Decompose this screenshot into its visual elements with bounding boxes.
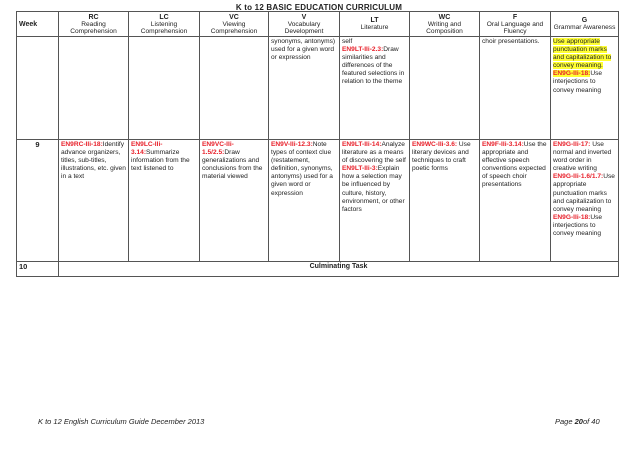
document-title: K to 12 BASIC EDUCATION CURRICULUM bbox=[235, 3, 403, 12]
carry-week-cell bbox=[17, 37, 59, 140]
g-header bbox=[551, 12, 619, 37]
week9-v-text: Note types of context clue (restatement, definition, synonyms, antonyms) used for a given word or expression bbox=[271, 141, 333, 197]
f-header bbox=[480, 12, 551, 37]
page-current: 20 bbox=[574, 417, 583, 426]
week9-lt-text2: Explain how a selection may be influenced by culture, history, environment, or other factors bbox=[342, 165, 405, 213]
f-name: Oral Language and Fluency bbox=[486, 20, 544, 35]
week9-lc-text: Summarize information from the text listened to bbox=[131, 149, 190, 173]
week9-f-cell bbox=[480, 140, 551, 262]
week9-f-code: EN9F-IIi-3.14: bbox=[482, 141, 524, 148]
footer-page-number bbox=[555, 417, 600, 426]
carry-g-cell bbox=[551, 37, 619, 140]
carry-vc-cell bbox=[200, 37, 269, 140]
lc-name: Listening Comprehension bbox=[140, 20, 188, 35]
week9-g-text3: Use interjections to convey meaning bbox=[553, 213, 603, 238]
week9-wc-text: Use literary devices and techniques to craft poetic forms bbox=[412, 141, 471, 173]
week9-rc-cell bbox=[59, 140, 129, 262]
week9-vc-code: EN9VC-IIi-1.5/2.5: bbox=[202, 141, 234, 157]
week9-f-text: Use the appropriate and effective speech conventions expected of speech choir presentations bbox=[482, 141, 547, 189]
v-name: Vocabulary Development bbox=[284, 20, 324, 35]
week9-wc-code: EN9WC-IIi-3.6: bbox=[412, 141, 458, 148]
week9-lt-code1: EN9LT-IIi-14: bbox=[342, 141, 382, 148]
carry-over-row bbox=[17, 37, 619, 140]
wc-header bbox=[410, 12, 480, 37]
rc-name: Reading Comprehension bbox=[70, 20, 117, 35]
v-code: V bbox=[301, 13, 307, 21]
week-header: Week bbox=[17, 12, 59, 37]
lc-header bbox=[129, 12, 200, 37]
carry-f-cell bbox=[480, 37, 551, 140]
carry-g-highlight: Use appropriate punctuation marks and capitalization to convey meaning. bbox=[553, 38, 612, 70]
week10-row bbox=[17, 262, 619, 277]
v-header bbox=[269, 12, 340, 37]
g-name: Grammar Awareness bbox=[553, 24, 616, 31]
carry-lt-text2: Draw similarities and differences of the featured selections in relation to the theme bbox=[342, 46, 405, 86]
week9-g-code3: EN9G-IIi-18: bbox=[553, 213, 591, 221]
lt-code: LT bbox=[370, 17, 379, 24]
week9-g-code2: EN9G-IIi-1.6/1.7: bbox=[553, 173, 604, 181]
week9-row bbox=[17, 140, 619, 262]
page-label: Page bbox=[555, 417, 575, 426]
week9-lt-code2: EN9LT-IIi-3: bbox=[342, 165, 378, 173]
wc-name: Writing and Composition bbox=[426, 20, 463, 35]
culminating-task-cell: Culminating Task bbox=[59, 262, 619, 277]
week9-rc-code: EN9RC-IIi-18: bbox=[61, 141, 103, 148]
header-row bbox=[17, 12, 619, 37]
page-total: of 40 bbox=[582, 417, 600, 426]
rc-code: RC bbox=[88, 13, 99, 21]
lt-header bbox=[340, 12, 410, 37]
carry-f-text: choir presentations. bbox=[482, 38, 540, 45]
week9-lt-text1: Analyze literature as a means of discovering the self bbox=[342, 141, 406, 165]
g-code: G bbox=[581, 17, 588, 24]
carry-lt-code: EN9LT-IIi-2.3: bbox=[342, 46, 384, 54]
week9-g-code1: EN9G-IIi-17: bbox=[553, 141, 591, 148]
lt-name: Literature bbox=[360, 24, 389, 31]
carry-rc-cell bbox=[59, 37, 129, 140]
week9-wc-cell bbox=[410, 140, 480, 262]
carry-v-cell bbox=[269, 37, 340, 140]
week9-g-cell bbox=[551, 140, 619, 262]
week9-lt-cell bbox=[340, 140, 410, 262]
f-code: F bbox=[512, 13, 518, 21]
week9-lc-code: EN9LC-IIi-3.14: bbox=[131, 141, 163, 157]
week9-v-cell bbox=[269, 140, 340, 262]
week9-lc-cell bbox=[129, 140, 200, 262]
carry-g-code: EN9G-IIi-18: bbox=[553, 70, 591, 78]
vc-code: VC bbox=[229, 13, 239, 21]
vc-name: Viewing Comprehension bbox=[210, 20, 258, 35]
week9-v-code: EN9V-IIi-12.3: bbox=[271, 141, 313, 148]
lc-code: LC bbox=[159, 13, 169, 21]
week9-g-text2: Use appropriate punctuation marks and capitalization to convey meaning bbox=[553, 173, 615, 213]
carry-lt-cell bbox=[340, 37, 410, 140]
week9-rc-text: Identify advance organizers, titles, sub-titles, illustrations, etc. given in a text bbox=[61, 141, 126, 181]
carry-g-text: Use interjections to convey meaning bbox=[553, 70, 603, 94]
week9-vc-cell bbox=[200, 140, 269, 262]
carry-lc-cell bbox=[129, 37, 200, 140]
week10-label: 10 bbox=[17, 262, 59, 277]
wc-code: WC bbox=[438, 13, 451, 21]
rc-header bbox=[59, 12, 129, 37]
footer-guide-title: K to 12 English Curriculum Guide December 2013 bbox=[38, 417, 205, 426]
carry-wc-cell bbox=[410, 37, 480, 140]
week9-label: 9 bbox=[17, 140, 59, 262]
vc-header bbox=[200, 12, 269, 37]
week9-g-text1: Use normal and inverted word order in creative writing bbox=[553, 141, 612, 173]
week9-vc-text: Draw generalizations and conclusions from the material viewed bbox=[202, 149, 263, 181]
carry-lt-text1: self bbox=[342, 38, 353, 45]
curriculum-table bbox=[16, 11, 619, 277]
carry-v-text: synonyms, antonyms) used for a given word or expression bbox=[271, 38, 336, 62]
